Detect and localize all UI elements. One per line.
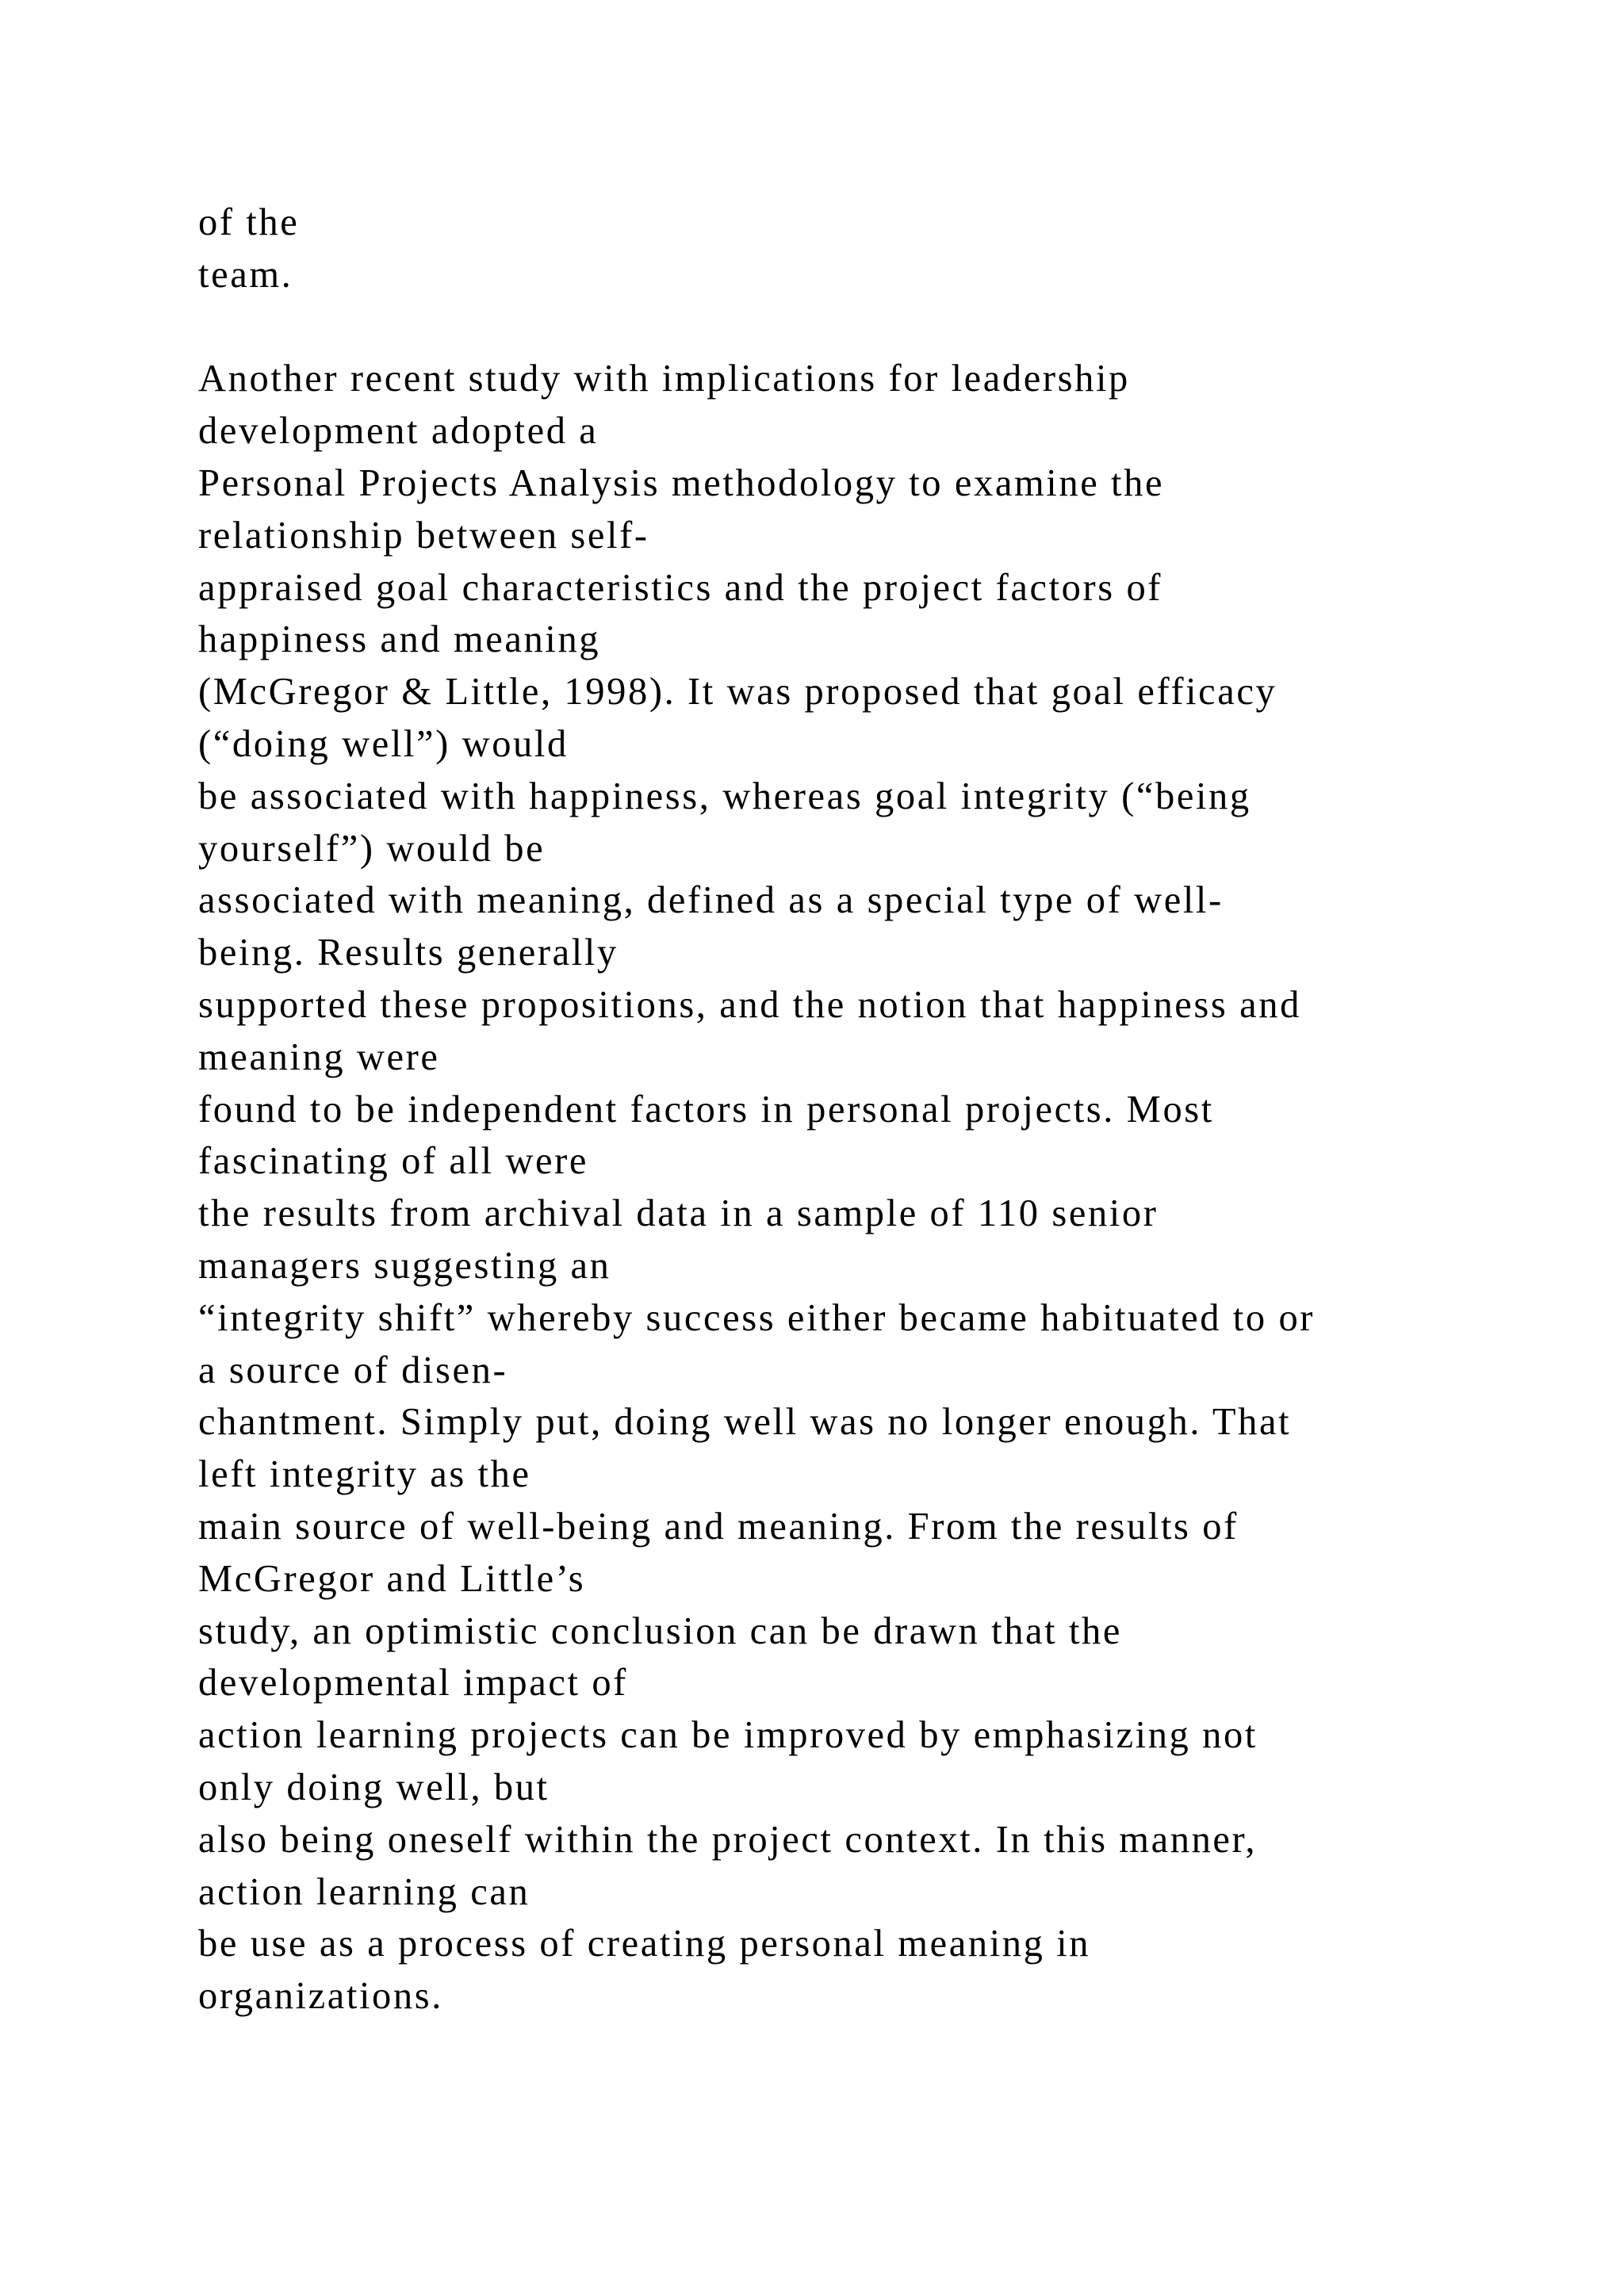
paragraph-break: [198, 301, 1594, 354]
text-line: also being oneself within the project context. In this manner,: [198, 1818, 1258, 1861]
text-line: associated with meaning, defined as a special type of well-: [198, 879, 1224, 922]
text-line: left integrity as the: [198, 1453, 531, 1496]
text-line: main source of well-being and meaning. From the results of: [198, 1505, 1239, 1548]
text-line: Personal Projects Analysis methodology to examine the: [198, 461, 1165, 504]
text-line: the results from archival data in a sample of 110 senior: [198, 1192, 1159, 1235]
text-line: fascinating of all were: [198, 1140, 589, 1183]
text-line: action learning can: [198, 1870, 530, 1913]
text-line: organizations.: [198, 1975, 443, 2018]
text-line: team.: [198, 253, 293, 296]
text-line: meaning were: [198, 1035, 440, 1078]
text-line: chantment. Simply put, doing well was no longer enough. That: [198, 1401, 1292, 1444]
body-text: [198, 197, 1594, 2022]
text-line: managers suggesting an: [198, 1244, 611, 1287]
text-line: McGregor and Little’s: [198, 1557, 586, 1600]
text-line: “integrity shift” whereby success either became habituated to or: [198, 1296, 1316, 1339]
text-line: study, an optimistic conclusion can be drawn that the: [198, 1609, 1123, 1652]
text-line: (“doing well”) would: [198, 722, 569, 765]
text-line: developmental impact of: [198, 1662, 628, 1705]
text-line: be use as a process of creating personal meaning in: [198, 1923, 1091, 1965]
text-line: be associated with happiness, whereas goal integrity (“being: [198, 775, 1251, 817]
text-line: yourself”) would be: [198, 827, 546, 870]
text-line: development adopted a: [198, 410, 599, 453]
text-line: a source of disen-: [198, 1349, 508, 1391]
text-line: only doing well, but: [198, 1766, 550, 1808]
text-line: (McGregor & Little, 1998). It was proposed that goal efficacy: [198, 671, 1277, 714]
text-line: of the: [198, 201, 300, 243]
text-line: being. Results generally: [198, 932, 619, 974]
text-line: relationship between self-: [198, 514, 649, 557]
text-line: supported these propositions, and the notion that happiness and: [198, 983, 1301, 1026]
text-line: found to be independent factors in personal projects. Most: [198, 1088, 1214, 1131]
text-line: appraised goal characteristics and the project factors of: [198, 566, 1163, 609]
text-line: Another recent study with implications for leadership: [198, 358, 1130, 400]
text-line: happiness and meaning: [198, 618, 601, 661]
text-line: action learning projects can be improved by emphasizing not: [198, 1714, 1258, 1757]
